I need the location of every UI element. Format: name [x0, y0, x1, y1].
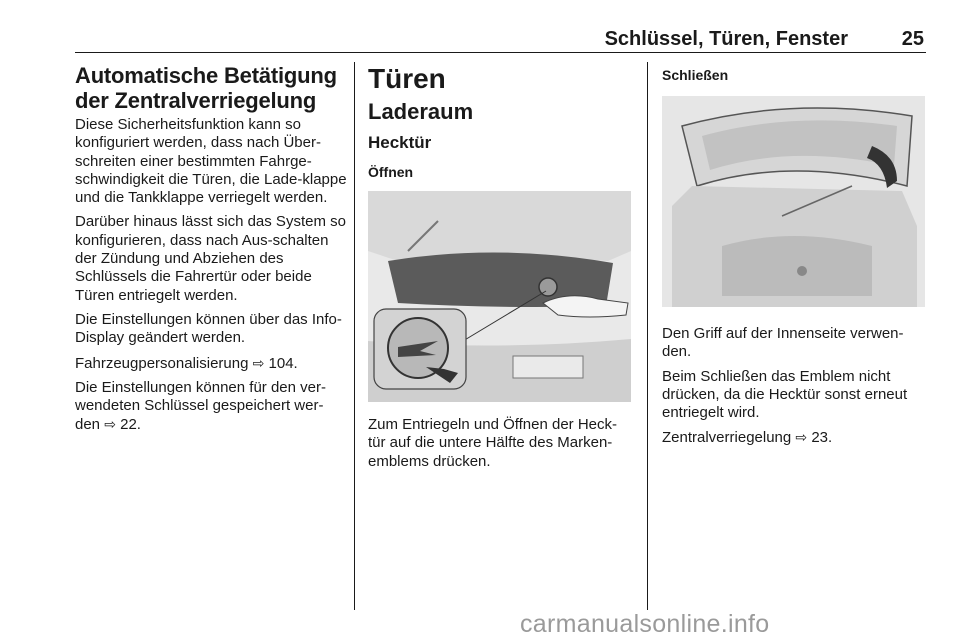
paragraph: Diese Sicherheitsfunktion kann so konfiguriert werden, dass nach Über-schreiten einer bestimmten Fahrge-schwindigkeit die Türen, die Lade-klappe und die Tankklappe verriegelt werden. [75, 116, 347, 207]
tailgate-closing-drawing [662, 96, 925, 307]
column-3 [662, 63, 928, 454]
paragraph: Darüber hinaus lässt sich das System so konfigurieren, dass nach Aus-schalten der Zündung und Abziehen des Schlüssels die Fahrertür oder beide Türen entriegelt werden. [75, 213, 346, 304]
subsection-heading: Hecktür [368, 133, 432, 152]
tailgate-opening-illustration [368, 191, 631, 402]
cross-reference-arrow-icon: ⇨ [795, 429, 808, 446]
paragraph-text: Die Einstellungen können für den ver-wendeten Schlüssel gespeichert wer-den [75, 378, 326, 434]
section-heading: Laderaum [368, 99, 474, 124]
page-reference-link[interactable]: 23. [811, 429, 833, 447]
paragraph [75, 379, 347, 435]
paragraph: Die Einstellungen können über das Info-Display geändert werden. [75, 310, 342, 347]
tailgate-closing-illustration [662, 96, 925, 307]
paragraph [662, 428, 928, 447]
paragraph-text: Zentralverriegelung [662, 429, 792, 447]
tailgate-opening-drawing [368, 191, 631, 402]
figure-caption: Zum Entriegeln und Öffnen der Heck-tür auf die untere Hälfte des Marken-emblems drücken. [368, 416, 618, 470]
column-1 [75, 63, 347, 441]
paragraph-text: Fahrzeugpersonalisierung [75, 354, 249, 372]
chapter-heading: Türen [368, 63, 446, 94]
paragraph [75, 354, 347, 373]
subsubsection-heading: Schließen [662, 67, 729, 83]
column-divider-2 [647, 62, 648, 610]
header-rule [75, 52, 926, 53]
subsubsection-heading: Öffnen [368, 164, 414, 180]
column-2 [368, 63, 634, 477]
paragraph: Beim Schließen das Emblem nicht drücken, da die Hecktür sonst erneut entriegelt wird. [662, 367, 908, 422]
watermark: carmanualsonline.info [520, 610, 770, 638]
page-reference-link[interactable]: 22. [120, 416, 141, 434]
header-title: Schlüssel, Türen, Fenster [604, 28, 848, 50]
page-number: 25 [901, 28, 924, 50]
cross-reference-arrow-icon: ⇨ [252, 354, 265, 371]
page-reference-link[interactable]: 104. [268, 354, 298, 372]
column-divider-1 [354, 62, 355, 610]
cross-reference-arrow-icon: ⇨ [104, 416, 116, 433]
paragraph: Den Griff auf der Innenseite verwen-den. [662, 325, 904, 361]
section-heading: Automatische Betätigung der Zentralverriegelung [75, 63, 337, 113]
